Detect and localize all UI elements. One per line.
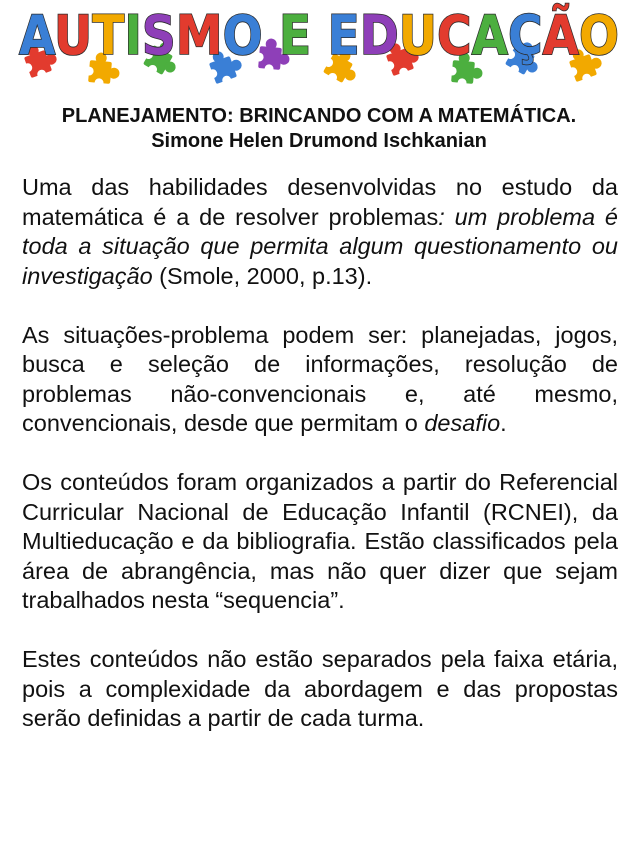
- paragraph-1: [22, 173, 618, 291]
- document-author: Simone Helen Drumond Ischkanian: [151, 130, 487, 152]
- paragraph-1-text: Uma das habilidades desenvolvidas no estudo da matemática é a de resolver problemas: [22, 174, 618, 230]
- paragraph-2-emphasis: desafio: [424, 410, 501, 436]
- paragraph-3: Os conteúdos foram organizados a partir do Referencial Curricular Nacional de Educação Infantil (RCNEI), da Multieducação e da bibliografia. Estão classificados pela área de abrangência, mas não quer dizer que sejam trabalhados nesta “sequencia”.: [22, 469, 618, 613]
- paragraph-2: [22, 321, 618, 439]
- paragraph-1-citation: (Smole, 2000, p.13).: [152, 262, 373, 289]
- paragraph-1-quote: : um problema é toda a situação que permita algum questionamento ou investigação: [22, 203, 618, 289]
- banner-logo-image: [8, 2, 630, 98]
- banner-logo-text: AUTISMO E EDUCAÇÃO: [19, 4, 625, 67]
- document-body: [22, 173, 618, 734]
- banner-logo: [8, 2, 630, 98]
- paragraph-4: Estes conteúdos não estão separados pela faixa etária, pois a complexidade da abordagem e das propostas serão definidas a partir de cada turma.: [22, 646, 618, 731]
- document-header: [0, 104, 638, 154]
- document-title: PLANEJAMENTO: BRINCANDO COM A MATEMÁTICA.: [61, 105, 577, 127]
- paragraph-2-end: .: [500, 410, 507, 436]
- paragraph-2-text: As situações-problema podem ser: planejadas, jogos, busca e seleção de informações, resolução de problemas não-convencionais e, até mesmo, convencionais, desde que permitam o: [22, 321, 618, 436]
